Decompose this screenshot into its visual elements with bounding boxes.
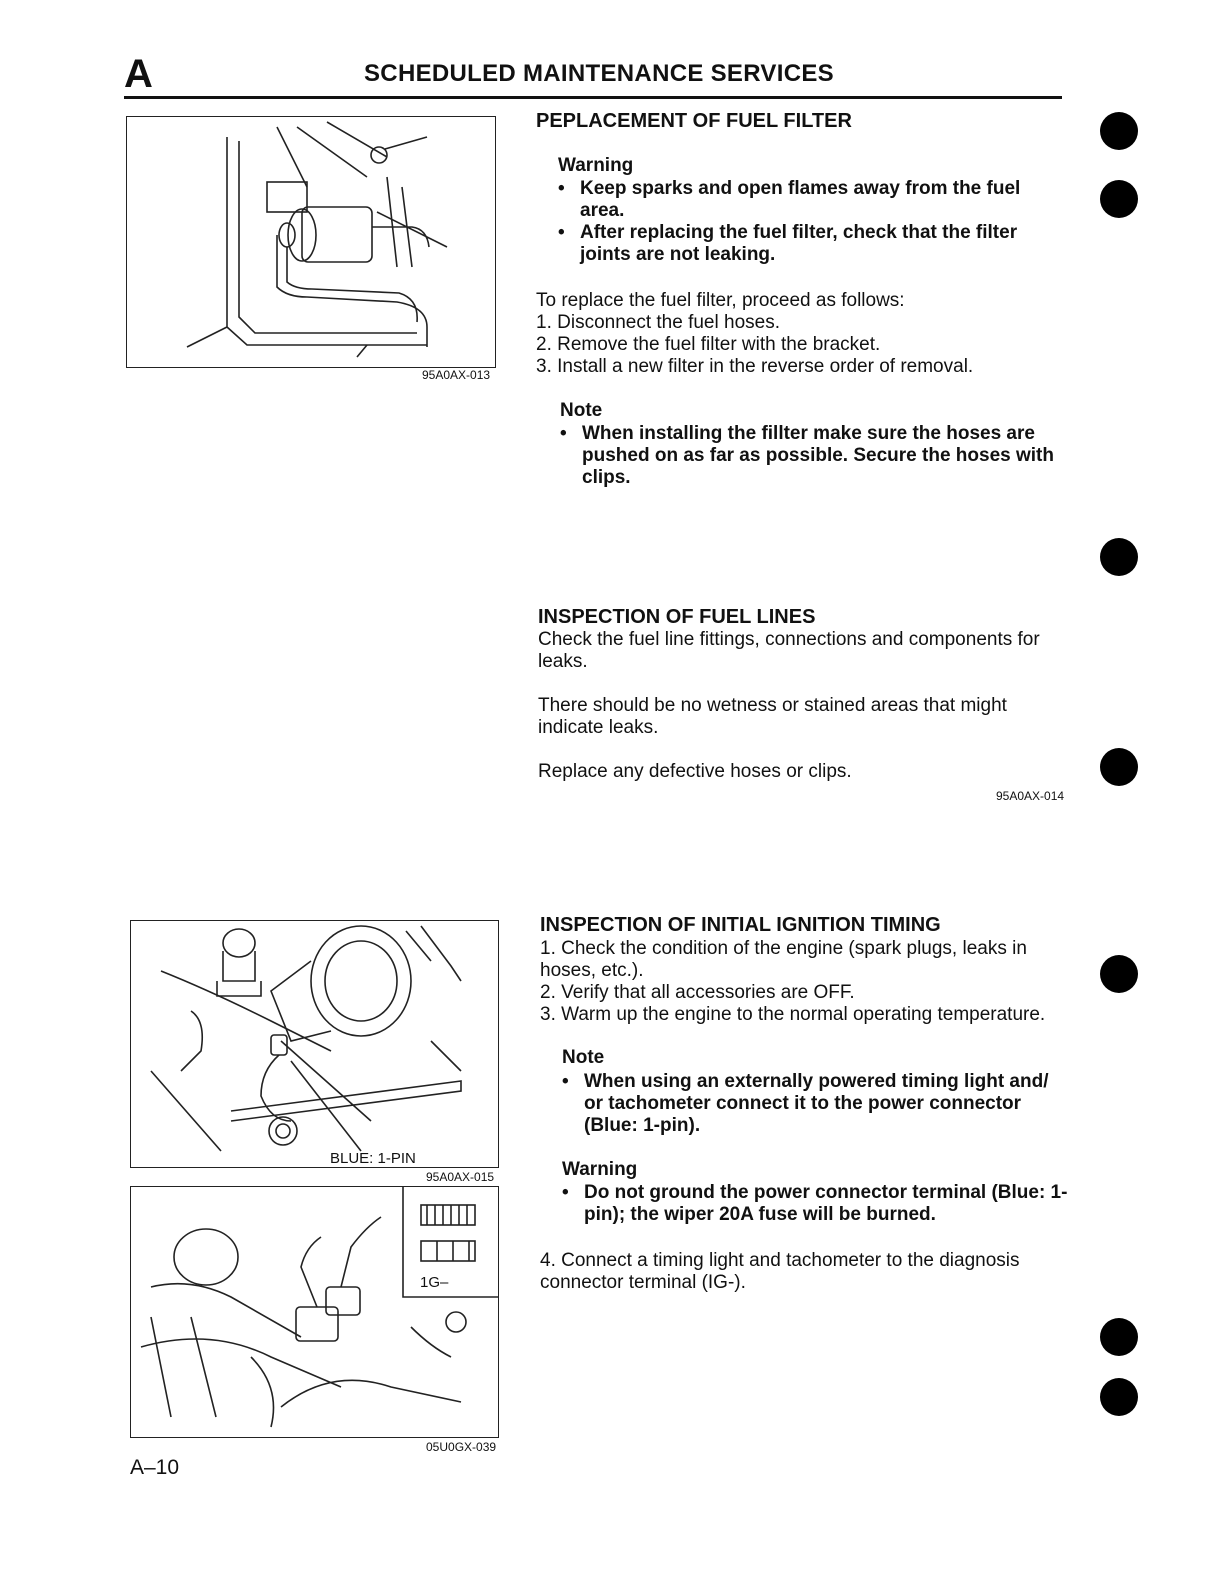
note-item: • When using an externally powered timing light and/ or tachometer connect it to the power connector (Blue: 1-pin). (562, 1071, 1049, 1136)
warning-item: • After replacing the fuel filter, check that the filter joints are not leaking. (558, 222, 1018, 265)
bullet-icon: • (562, 1182, 569, 1203)
ignition-connector-figure (130, 920, 499, 1168)
index-tab (1100, 112, 1138, 150)
warning-label: Warning (562, 1159, 638, 1180)
step-item: 1. Disconnect the fuel hoses. (536, 312, 780, 333)
terminal-label: 1G– (420, 1274, 449, 1291)
warning-item: • Keep sparks and open flames away from the fuel area. (558, 178, 1021, 221)
figure-code: 05U0GX-039 (426, 1440, 497, 1454)
header-rule (124, 96, 1062, 99)
connector-label: BLUE: 1-PIN (330, 1150, 416, 1167)
warning-label: Warning (558, 155, 634, 176)
step-item: 3. Install a new filter in the reverse order of removal. (536, 356, 974, 377)
index-tab (1100, 180, 1138, 218)
index-tab (1100, 955, 1138, 993)
index-tab (1100, 538, 1138, 576)
warning-item: • Do not ground the power connector terminal (Blue: 1-pin); the wiper 20A fuse will be burned. (562, 1182, 1068, 1225)
index-tab (1100, 1318, 1138, 1356)
step-item: 3. Warm up the engine to the normal operating temperature. (540, 1004, 1046, 1025)
bullet-icon: • (558, 178, 565, 199)
step-item: 4. Connect a timing light and tachometer to the diagnosis connector terminal (IG-). (540, 1250, 1020, 1293)
bullet-icon: • (560, 423, 567, 444)
page-number: A–10 (130, 1456, 180, 1479)
intro-text: To replace the fuel filter, proceed as follows: (536, 290, 905, 311)
index-tab (1100, 748, 1138, 786)
section-heading: INSPECTION OF INITIAL IGNITION TIMING (540, 914, 941, 936)
note-label: Note (562, 1047, 605, 1068)
figure-code: 95A0AX-014 (996, 789, 1065, 803)
figure-code: 95A0AX-015 (426, 1170, 495, 1184)
fuel-filter-figure (126, 116, 496, 368)
paragraph: Replace any defective hoses or clips. (538, 761, 852, 782)
paragraph: There should be no wetness or stained areas that might indicate leaks. (538, 695, 1007, 738)
note-item: • When installing the fillter make sure the hoses are pushed on as far as possible. Secure the hoses with clips. (560, 423, 1054, 488)
diagnosis-connector-figure (130, 1186, 499, 1438)
page-title: SCHEDULED MAINTENANCE SERVICES (364, 60, 834, 87)
figure-code: 95A0AX-013 (422, 368, 491, 382)
bullet-icon: • (558, 222, 565, 243)
step-item: 1. Check the condition of the engine (spark plugs, leaks in hoses, etc.). (540, 938, 1027, 981)
step-item: 2. Verify that all accessories are OFF. (540, 982, 855, 1003)
index-tab (1100, 1378, 1138, 1416)
section-heading: INSPECTION OF FUEL LINES (538, 606, 816, 628)
step-item: 2. Remove the fuel filter with the bracket. (536, 334, 881, 355)
paragraph: Check the fuel line fittings, connections and components for leaks. (538, 629, 1040, 672)
section-letter: A (124, 52, 153, 96)
note-label: Note (560, 400, 603, 421)
section-heading: PEPLACEMENT OF FUEL FILTER (536, 110, 852, 132)
bullet-icon: • (562, 1071, 569, 1092)
